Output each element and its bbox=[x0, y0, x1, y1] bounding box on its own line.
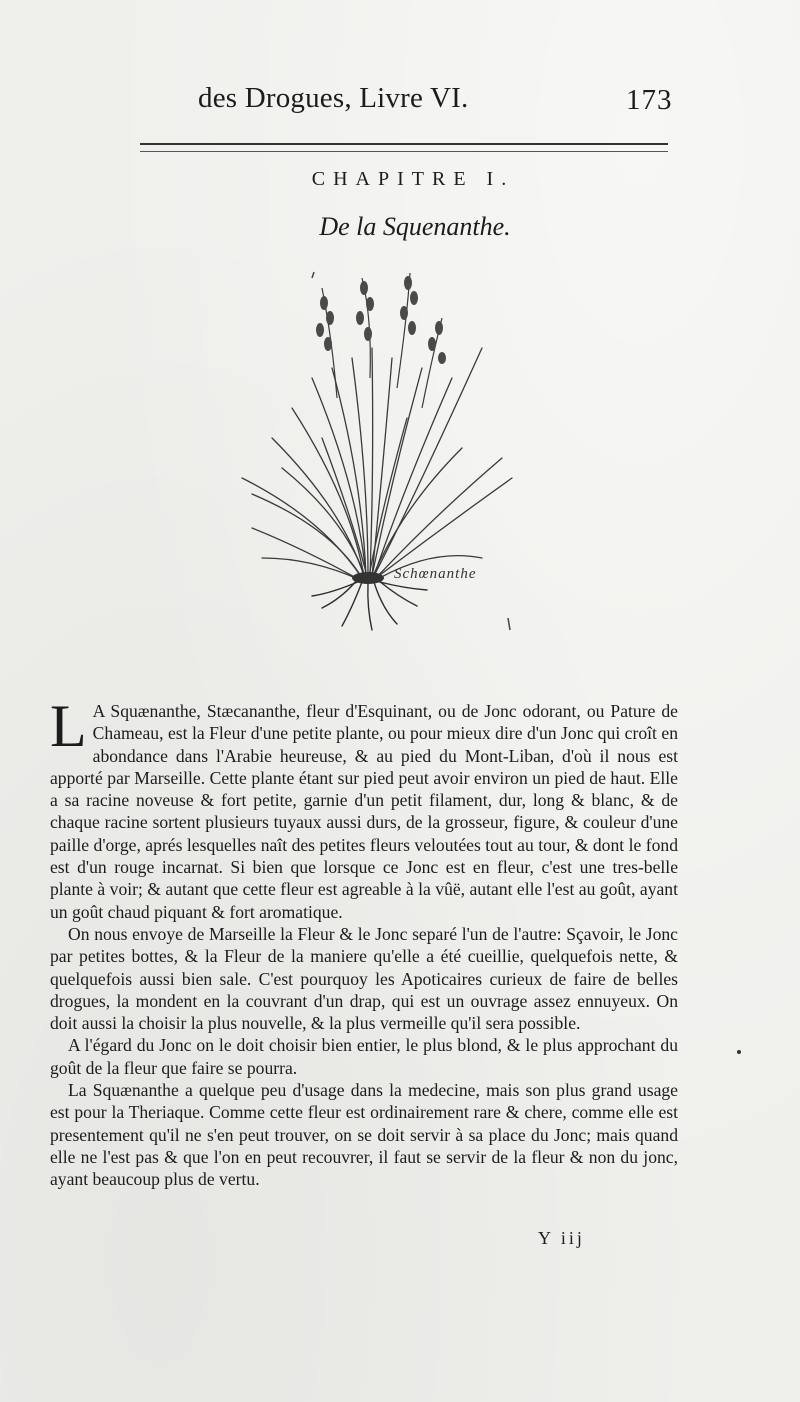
drop-cap: L bbox=[50, 693, 87, 759]
paragraph-text: A Squænanthe, Stæcananthe, fleur d'Esquinant, ou de Jonc odorant, ou Pature de Chameau, est la Fleur d'une petite plante, ou pour mieux dire d'un Jonc qui croît en abondance dans l'Arabie heureuse, & au pied du Mont-Liban, d'où il nous est apporté par Marseille. Cette plante étant sur pied peut avoir environ un pied de haut. Elle a sa racine noveuse & fort petite, garnie d'un petit filament, dur, long & blanc, & de chaque racine sortent plusieurs tuyaux aussi durs, de la grosseur, figure, & couleur d'une paille d'orge, aprés lesquelles naît des petites fleurs veloutées tout au tour, & dont le fond est d'un rouge incarnat. Si bien que lorsque ce Jonc est en fleur, c'est une tres-belle plante à voir; & autant que cette fleur est agreable à la vûë, autant elle l'est au goût, ayant un goût chaud piquant & fort aromatique. bbox=[50, 701, 678, 922]
paragraph-3: A l'égard du Jonc on le doit choisir bien entier, le plus blond, & le plus approchant du goût de la fleur que faire se pourra. bbox=[50, 1035, 678, 1078]
running-header bbox=[198, 78, 678, 128]
signature-mark: Y iij bbox=[538, 1228, 585, 1248]
paragraph-2: On nous envoye de Marseille la Fleur & le Jonc separé l'un de l'autre: Sçavoir, le Jonc par petites bottes, & la Fleur de la maniere qu'elle a été cueillie, quelquefois nette, & quelquefois aussi bien sale. C'est pourquoy les Apoticaires curieux de faire de belles drogues, la mondent en la couvrant d'un drap, qui est un ouvrage assez ennuyeux. On doit aussi la choisir la plus nouvelle, & la plus vermeille qu'il sera possible. bbox=[50, 923, 678, 1034]
plate-caption: Schœnanthe bbox=[394, 566, 477, 582]
grass-plant-engraving-icon bbox=[232, 258, 522, 638]
page-number: 173 bbox=[626, 84, 673, 116]
chapter-body bbox=[50, 693, 678, 1191]
chapter-title: De la Squenanthe. bbox=[319, 212, 511, 241]
ink-speck bbox=[737, 1050, 741, 1054]
header-rule bbox=[140, 143, 668, 145]
paragraph-1 bbox=[50, 693, 678, 923]
paragraph-4: La Squænanthe a quelque peu d'usage dans la medecine, mais son plus grand usage est pour la Theriaque. Comme cette fleur est ordinairement rare & chere, comme elle est presentement qu'il ne s'en peut trouver, on se doit servir à sa place du Jonc; mais quand elle ne l'est pas & que l'on en peut recouvrer, il faut se servir de la fleur & non du jonc, ayant beaucoup plus de vertu. bbox=[50, 1080, 678, 1190]
running-title: des Drogues, Livre VI. bbox=[198, 82, 469, 114]
header-rule-thin bbox=[140, 151, 668, 152]
chapter-heading: CHAPITRE I. bbox=[311, 168, 515, 190]
